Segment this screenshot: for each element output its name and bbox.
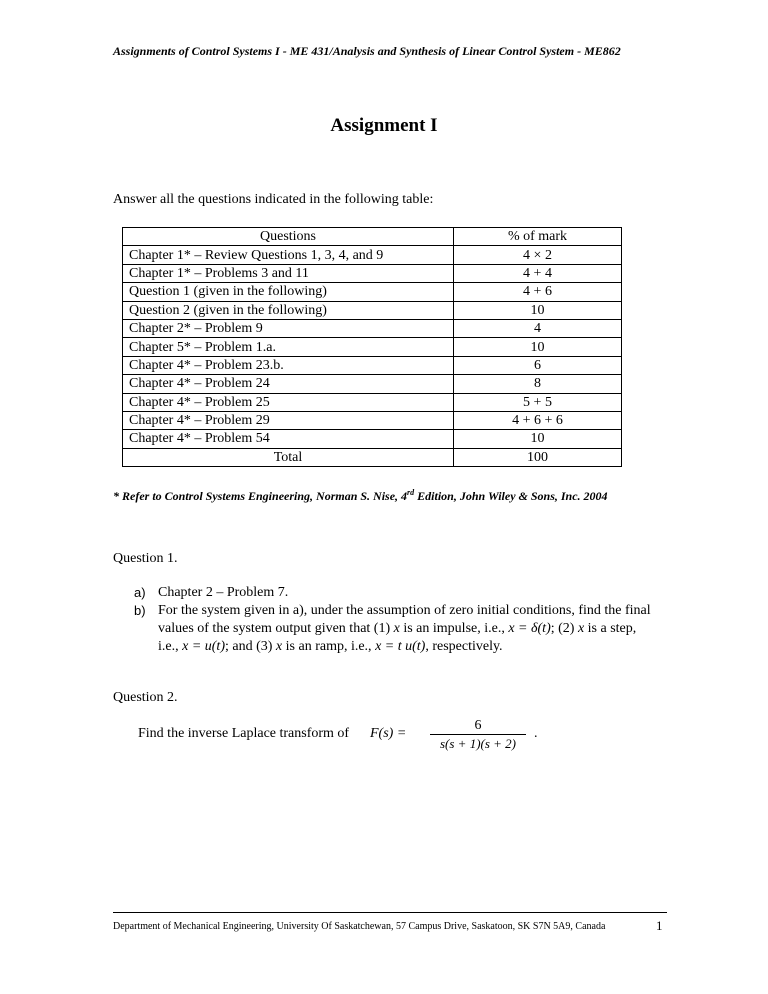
equation-numerator: 6 (474, 718, 482, 733)
question-1-title: Question 1. (113, 551, 178, 566)
total-label: Total (123, 448, 454, 466)
question-cell: Chapter 5* – Problem 1.a. (123, 338, 454, 356)
table-row (123, 375, 622, 393)
table-row (123, 393, 622, 411)
reference-prefix: * Refer to Control Systems Engineering, Norman S. Nise, 4 (113, 489, 408, 503)
table-header-row (123, 228, 622, 246)
question-cell: Chapter 4* – Problem 29 (123, 411, 454, 429)
var-x: x (577, 621, 585, 636)
mark-cell: 10 (454, 301, 622, 319)
equation-end: . (534, 726, 538, 741)
item-a-text: Chapter 2 – Problem 7. (158, 585, 289, 600)
mark-cell: 8 (454, 375, 622, 393)
equation-denominator: s(s + 1)(s + 2) (439, 736, 517, 751)
eq-step: x = u(t) (182, 639, 225, 654)
mark-cell: 4 × 2 (454, 246, 622, 264)
item-a-label: a) (134, 585, 146, 600)
question-2-title: Question 2. (113, 690, 178, 705)
question-cell: Question 2 (given in the following) (123, 301, 454, 319)
table-row (123, 301, 622, 319)
question-cell: Chapter 4* – Problem 24 (123, 375, 454, 393)
item-b-text-4: is a step, i.e., (158, 621, 637, 654)
equation-lhs: F(s) = (370, 726, 407, 741)
item-b-text-3: ; (2) (550, 621, 578, 636)
footer-address: Department of Mechanical Engineering, University Of Saskatchewan, 57 Campus Drive, Saskatoon, SK S7N 5A9, Canada (113, 921, 606, 932)
fraction-bar (430, 734, 526, 735)
total-value: 100 (454, 448, 622, 466)
mark-cell: 4 + 4 (454, 264, 622, 282)
question-1-item-a (134, 584, 654, 602)
page-title: Assignment I (330, 115, 438, 136)
header-mark: % of mark (454, 228, 622, 246)
mark-cell: 10 (454, 338, 622, 356)
question-cell: Chapter 4* – Problem 23.b. (123, 356, 454, 374)
eq-ramp: x = t u(t) (375, 639, 426, 654)
header-questions: Questions (123, 228, 454, 246)
reference-note (113, 488, 608, 504)
table-row (123, 246, 622, 264)
table-row (123, 356, 622, 374)
item-b-text-6: is an ramp, i.e., (282, 639, 376, 654)
item-b-text-7: , respectively. (425, 639, 503, 654)
question-cell: Chapter 1* – Problems 3 and 11 (123, 264, 454, 282)
item-b-label: b) (134, 603, 146, 618)
table-row (123, 283, 622, 301)
footer-divider (113, 912, 667, 913)
reference-sup: rd (407, 488, 415, 497)
reference-suffix: Edition, John Wiley & Sons, Inc. 2004 (414, 489, 608, 503)
item-b-text-5: ; and (3) (224, 639, 276, 654)
table-total-row (123, 448, 622, 466)
intro-text: Answer all the questions indicated in the following table: (113, 192, 434, 207)
item-b-text-1: For the system given in a), under the assumption of zero initial conditions, find the final values of the system output given that (1) (158, 603, 651, 636)
marks-table (122, 227, 622, 467)
eq-impulse: x = δ(t) (508, 621, 551, 636)
mark-cell: 6 (454, 356, 622, 374)
table-row (123, 411, 622, 429)
question-cell: Chapter 2* – Problem 9 (123, 319, 454, 337)
mark-cell: 4 + 6 (454, 283, 622, 301)
var-x: x (275, 639, 283, 654)
question-cell: Chapter 4* – Problem 54 (123, 430, 454, 448)
question-cell: Chapter 1* – Review Questions 1, 3, 4, and 9 (123, 246, 454, 264)
question-1-item-b (134, 602, 654, 656)
table-row (123, 430, 622, 448)
question-1-list (134, 584, 654, 656)
page-header: Assignments of Control Systems I - ME 431/Analysis and Synthesis of Linear Control System - ME862 (113, 44, 621, 58)
question-cell: Question 1 (given in the following) (123, 283, 454, 301)
question-cell: Chapter 4* – Problem 25 (123, 393, 454, 411)
item-b-text-2: is an impulse, i.e., (399, 621, 509, 636)
page-number: 1 (656, 918, 663, 933)
question-2-text: Find the inverse Laplace transform of (138, 726, 350, 741)
mark-cell: 4 + 6 + 6 (454, 411, 622, 429)
table-row (123, 319, 622, 337)
mark-cell: 4 (454, 319, 622, 337)
table-row (123, 338, 622, 356)
mark-cell: 5 + 5 (454, 393, 622, 411)
var-x: x (393, 621, 400, 636)
mark-cell: 10 (454, 430, 622, 448)
table-row (123, 264, 622, 282)
